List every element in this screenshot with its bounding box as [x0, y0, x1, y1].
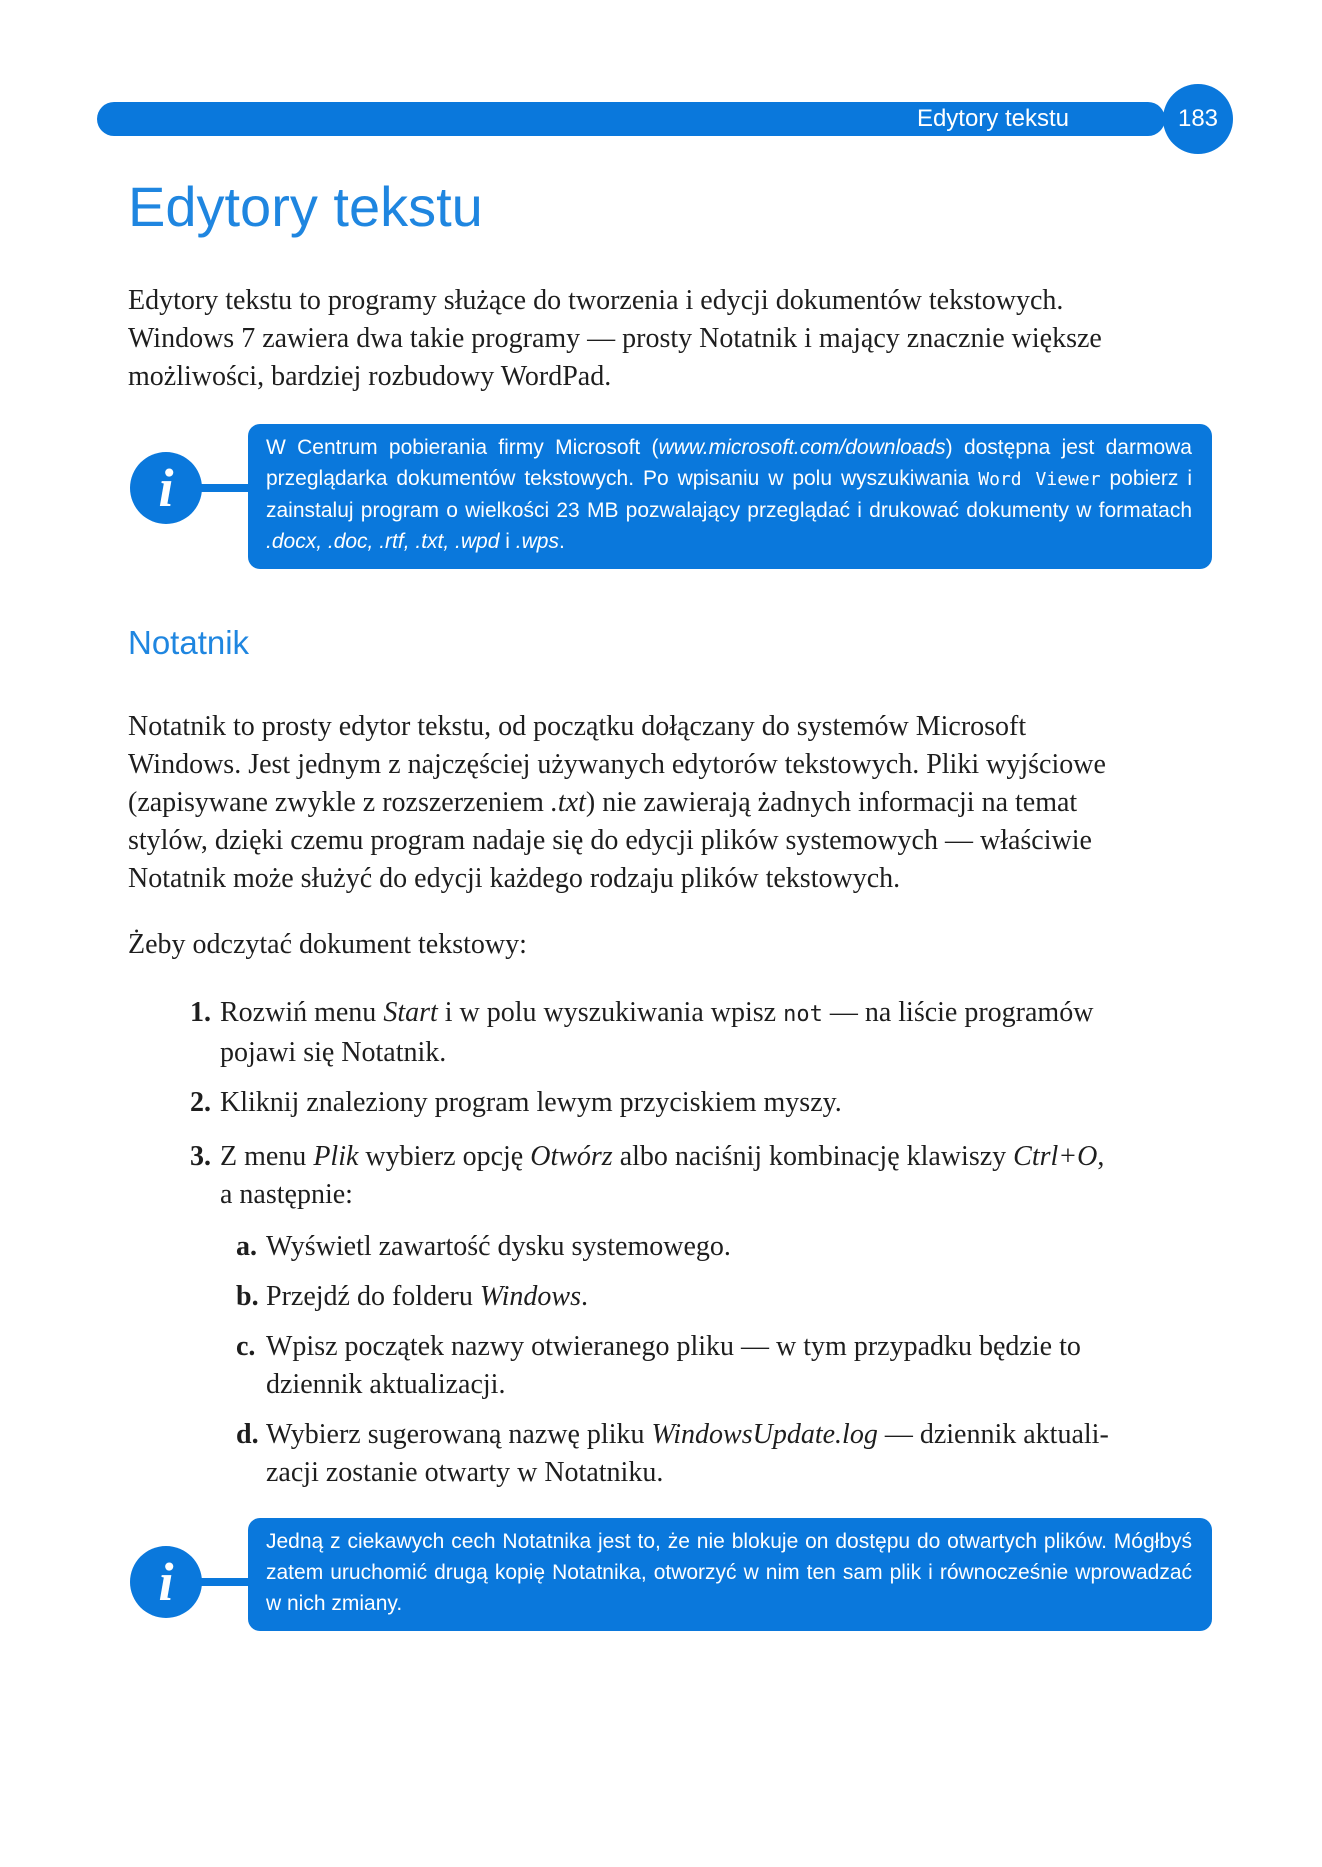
- info-icon: i: [130, 452, 202, 524]
- list-item: b. Przejdź do folderu Windows.: [266, 1278, 588, 1316]
- list-item: 1. Rozwiń menu Start i w polu wyszukiwania wpisz not — na liście programów pojawi się Notatnik.: [220, 994, 1093, 1072]
- menu-name: Plik: [313, 1141, 359, 1172]
- note-text: W Centrum pobierania firmy Microsoft (: [266, 436, 659, 459]
- intro-line: Edytory tekstu to programy służące do tworzenia i edycji dokumentów tekstowych.: [128, 285, 1064, 316]
- step-marker: 2.: [190, 1087, 211, 1118]
- option-name: Otwórz: [530, 1141, 613, 1172]
- running-header-title: Edytory tekstu: [916, 105, 1069, 132]
- note-text: pobierz i zainstaluj program o wielkości 23 MB pozwalający przeglądać i drukować dokumenty w formatach: [266, 467, 1192, 522]
- info-icon: i: [130, 1546, 202, 1618]
- intro-line: Windows 7 zawiera dwa takie programy — prosty Notatnik i mający znacznie większe: [128, 323, 1102, 354]
- step-marker: 1.: [190, 997, 211, 1028]
- paragraph-line: Notatnik może służyć do edycji każdego rodzaju plików tekstowych.: [128, 863, 901, 894]
- substep-marker: d.: [236, 1419, 259, 1450]
- search-term-code: Word Viewer: [978, 469, 1101, 490]
- intro-line: możliwości, bardziej rozbudowy WordPad.: [128, 361, 612, 392]
- substep-marker: c.: [236, 1331, 256, 1362]
- file-format: .wps: [515, 530, 559, 553]
- paragraph-line: (zapisywane zwykle z rozszerzeniem .txt) nie zawierają żadnych informacji na temat: [128, 787, 1078, 818]
- info-note-notepad: Jedną z ciekawych cech Notatnika jest to, że nie blokuje on dostępu do otwartych plików. Mógłbyś zatem uruchomić drugą kopię Notatnika, otworzyć w nim ten sam plik i równocześnie wprowadzać w nich zmiany.: [248, 1518, 1212, 1631]
- step-marker: 3.: [190, 1141, 211, 1172]
- page-number-badge: 183: [1163, 84, 1233, 154]
- paragraph-line: Notatnik to prosty edytor tekstu, od początku dołączany do systemów Microsoft: [128, 711, 1027, 742]
- list-item: 2. Kliknij znaleziony program lewym przyciskiem myszy.: [220, 1084, 842, 1122]
- note-text: .: [558, 530, 565, 553]
- substep-marker: a.: [236, 1231, 257, 1262]
- intro-paragraph: [128, 282, 1208, 396]
- info-note-download: [248, 424, 1212, 569]
- section-heading-notatnik: Notatnik: [128, 624, 250, 661]
- list-item: 3. Z menu Plik wybierz opcję Otwórz albo naciśnij kombinację klawiszy Ctrl+O, a następnie:: [220, 1138, 1104, 1214]
- list-item: d. Wybierz sugerowaną nazwę pliku WindowsUpdate.log — dziennik aktuali- zacji zostanie otwarty w Notatniku.: [266, 1416, 1109, 1492]
- note-text: i: [499, 530, 516, 553]
- menu-name: Start: [383, 997, 438, 1028]
- folder-name: Windows: [479, 1281, 581, 1312]
- microsoft-downloads-link: www.microsoft.com/downloads: [658, 436, 946, 459]
- instructions-lead: Żeby odczytać dokument tekstowy:: [128, 929, 527, 960]
- search-term-code: not: [783, 1002, 823, 1027]
- paragraph-line: Windows. Jest jednym z najczęściej używanych edytorów tekstowych. Pliki wyjściowe: [128, 749, 1106, 780]
- substep-marker: b.: [236, 1281, 259, 1312]
- file-extension: .txt: [550, 787, 586, 818]
- list-item: c. Wpisz początek nazwy otwieranego pliku — w tym przypadku będzie to dziennik aktualizacji.: [266, 1328, 1081, 1404]
- note-text: ) dostępna jest darmowa przeglądarka dokumentów tekstowych. Po wpisaniu w polu wyszukiwania: [266, 436, 1192, 490]
- file-formats: .docx, .doc, .rtf, .txt, .wpd: [266, 530, 500, 553]
- running-header: [97, 102, 1165, 136]
- page-title: Edytory tekstu: [128, 175, 483, 238]
- file-name: WindowsUpdate.log: [651, 1419, 878, 1450]
- paragraph-line: stylów, dzięki czemu program nadaje się do edycji plików systemowych — właściwie: [128, 825, 1092, 856]
- shortcut: Ctrl+O: [1013, 1141, 1098, 1172]
- list-item: a. Wyświetl zawartość dysku systemowego.: [266, 1228, 731, 1266]
- notepad-paragraph: [128, 708, 1208, 898]
